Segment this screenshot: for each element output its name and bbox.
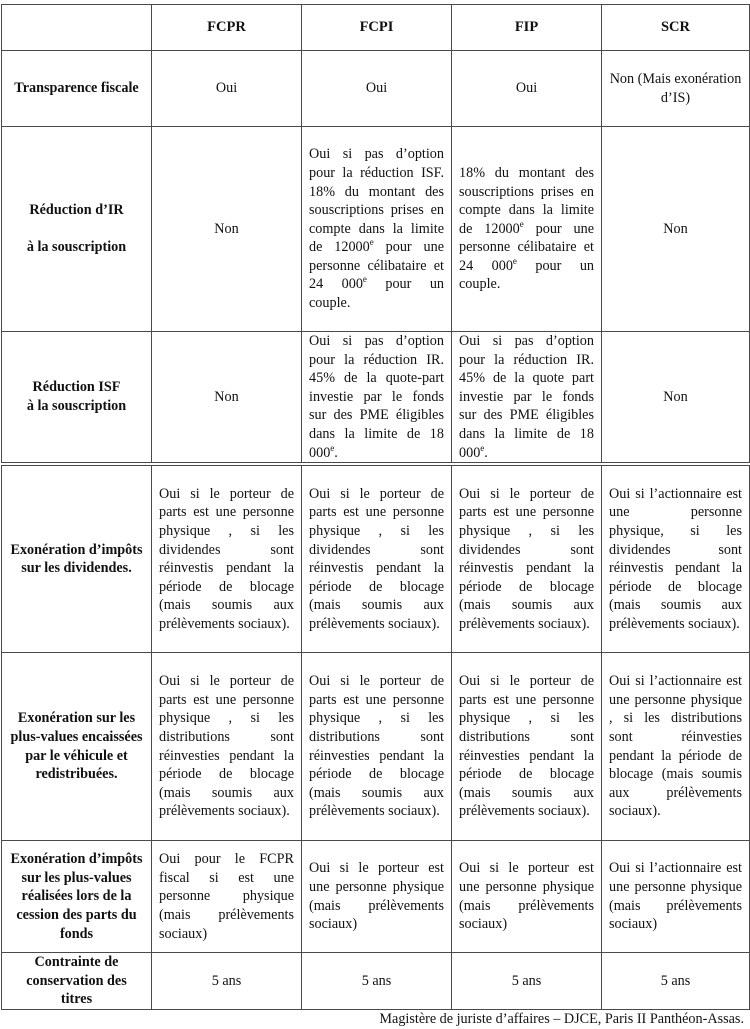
cell-fcpi: Oui si pas d’option pour la réduction ISF. 18% du montant des souscriptions prises en compte dans la limite de 12000e pour une personne célibataire et 24 000e pour un couple. xyxy=(302,127,452,332)
column-header-fcpi: FCPI xyxy=(302,5,452,51)
row-header-transparence: Transparence fiscale xyxy=(2,51,152,127)
cell-fip: 5 ans xyxy=(452,953,602,1010)
cell-fcpr: Oui pour le FCPR fiscal si est une personne physique (mais prélèvements sociaux) xyxy=(152,841,302,953)
euro-superscript: e xyxy=(369,237,374,248)
cell-fcpi: Oui si le porteur de parts est une personne physique , si les dividendes sont réinvestis pendant la période de blocage (mais soumis aux prélèvements sociaux). xyxy=(302,464,452,653)
row-header-line: Réduction ISF xyxy=(32,379,121,396)
table-row xyxy=(2,953,750,1010)
cell-scr: Oui si l’actionnaire est une personne physique , si les distributions sont réinvesties pendant la période de blocage (mais soumis aux prélèvements sociaux). xyxy=(602,653,750,841)
row-header-line: à la souscription xyxy=(26,398,127,415)
row-header-contrainte-conservation: Contrainte de conservation des titres xyxy=(2,953,152,1010)
cell-fcpr: Oui xyxy=(152,51,302,127)
cell-fcpr: Oui si le porteur de parts est une personne physique , si les dividendes sont réinvestis pendant la période de blocage (mais soumis aux prélèvements sociaux). xyxy=(152,464,302,653)
cell-fcpr: Oui si le porteur de parts est une personne physique , si les distributions sont réinvesties pendant la période de blocage (mais soumis aux prélèvements sociaux). xyxy=(152,653,302,841)
column-header-scr: SCR xyxy=(602,5,750,51)
euro-superscript: e xyxy=(362,274,367,285)
cell-fip: Oui xyxy=(452,51,602,127)
table-row xyxy=(2,332,750,465)
cell-scr: Non (Mais exonération d’IS) xyxy=(602,51,750,127)
header-row xyxy=(2,5,750,51)
column-header-fcpr: FCPR xyxy=(152,5,302,51)
cell-fcpi: Oui si le porteur de parts est une personne physique , si les distributions sont réinvesties pendant la période de blocage (mais soumis aux prélèvements sociaux). xyxy=(302,653,452,841)
cell-fip: Oui si le porteur est une personne physique (mais prélèvements sociaux) xyxy=(452,841,602,953)
cell-scr: 5 ans xyxy=(602,953,750,1010)
table-row xyxy=(2,841,750,953)
cell-fcpi: Oui si le porteur est une personne physique (mais prélèvements sociaux) xyxy=(302,841,452,953)
cell-fcpr: Non xyxy=(152,332,302,465)
cell-fcpi: 5 ans xyxy=(302,953,452,1010)
cell-fcpr: 5 ans xyxy=(152,953,302,1010)
cell-fcpr: Non xyxy=(152,127,302,332)
cell-fip: Oui si le porteur de parts est une personne physique , si les distributions sont réinvesties pendant la période de blocage (mais soumis aux prélèvements sociaux). xyxy=(452,653,602,841)
row-header-exoneration-plus-values-vehicule: Exonération sur les plus-values encaissées par le véhicule et redistribuées. xyxy=(2,653,152,841)
cell-fcpi: Oui si pas d’option pour la réduction IR. 45% de la quote-part investie par le fonds sur des PME éligibles dans la limite de 18 000e. xyxy=(302,332,452,465)
cell-scr: Oui si l’actionnaire est une personne physique (mais prélèvements sociaux) xyxy=(602,841,750,953)
row-header-line: Réduction d’IR xyxy=(29,202,124,219)
cell-scr: Non xyxy=(602,332,750,465)
source-footer: Magistère de juriste d’affaires – DJCE, Paris II Panthéon-Assas. xyxy=(379,1011,744,1027)
table-row xyxy=(2,653,750,841)
cell-fip: 18% du montant des souscriptions prises en compte dans la limite de 12000e pour une personne célibataire et 24 000e pour un couple. xyxy=(452,127,602,332)
column-header-fip: FIP xyxy=(452,5,602,51)
row-header-exoneration-dividendes: Exonération d’impôts sur les dividendes. xyxy=(2,464,152,653)
row-header-reduction-isf xyxy=(2,332,152,465)
cell-fip: Oui si le porteur de parts est une personne physique , si les dividendes sont réinvestis pendant la période de blocage (mais soumis aux prélèvements sociaux). xyxy=(452,464,602,653)
euro-superscript: e xyxy=(519,218,524,229)
row-header-line: à la souscription xyxy=(26,239,127,256)
euro-superscript: e xyxy=(512,255,517,266)
cell-fcpi: Oui xyxy=(302,51,452,127)
table-row xyxy=(2,51,750,127)
cell-scr: Non xyxy=(602,127,750,332)
table-row xyxy=(2,464,750,653)
euro-superscript: e xyxy=(330,442,335,453)
cell-scr: Oui si l’actionnaire est une personne physique, si les dividendes sont réinvestis pendant la période de blocage (mais soumis aux prélèvements sociaux). xyxy=(602,464,750,653)
row-header-exoneration-cession: Exonération d’impôts sur les plus-values réalisées lors de la cession des parts du fonds xyxy=(2,841,152,953)
corner-cell xyxy=(2,5,152,51)
euro-superscript: e xyxy=(480,442,485,453)
cell-fip: Oui si pas d’option pour la réduction IR. 45% de la quote part investie par le fonds sur des PME éligibles dans la limite de 18 000e. xyxy=(452,332,602,465)
comparison-table xyxy=(1,4,750,1010)
row-header-reduction-ir xyxy=(2,127,152,332)
table-row xyxy=(2,127,750,332)
